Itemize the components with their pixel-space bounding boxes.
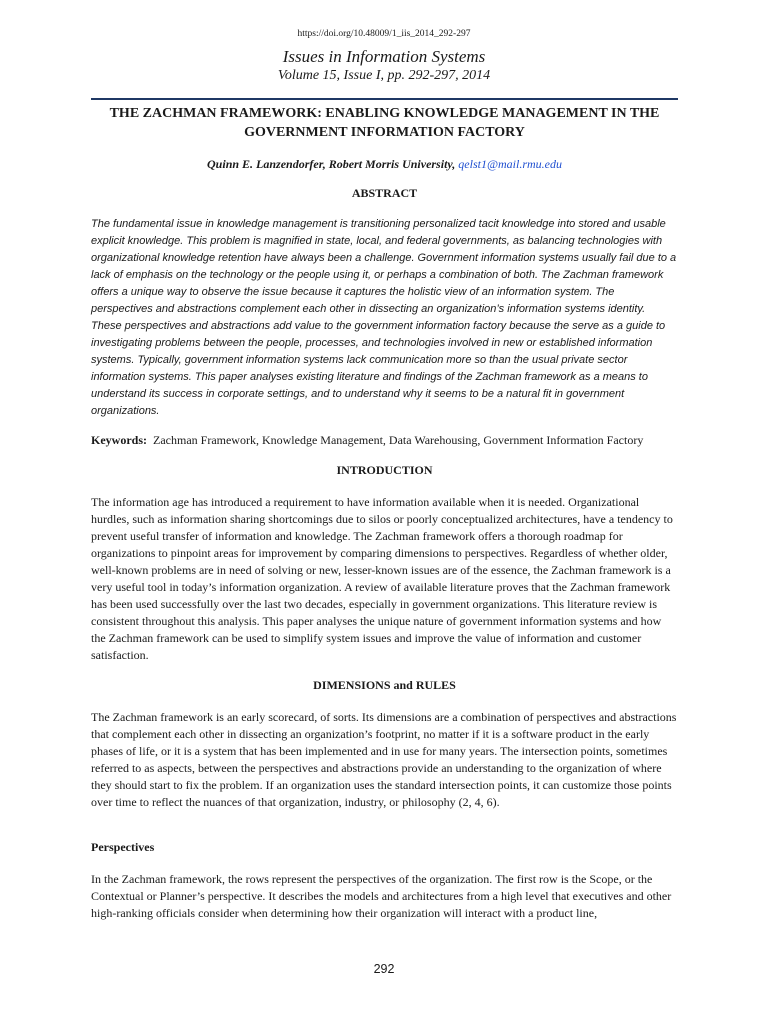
dimensions-heading: DIMENSIONS and RULES — [313, 678, 456, 692]
journal-title: Issues in Information Systems — [282, 47, 486, 66]
abstract-heading: ABSTRACT — [351, 186, 418, 200]
keywords-label: Keywords: — [91, 433, 147, 447]
dimensions-body: The Zachman framework is an early scorecard, of sorts. Its dimensions are a combination of perspectives and abstractions that complement each other in dissecting an organization’s footprint, no matter if it is a software product in the early phases of life, or it is a system that has been implemented and in use for many years. The intersection points, sometimes referred to as aspects, between the perspectives and abstractions provide an understanding to the organization of where they should start to fix the problem. If an organization uses the standard intersection points, it can customize those points over time to reflect the nuances of that organization, industry, or philosophy (2, 4, 6). — [91, 710, 677, 809]
journal-volume: Volume 15, Issue I, pp. 292-297, 2014 — [277, 68, 491, 83]
abstract-body: The fundamental issue in knowledge management is transitioning personalized tacit knowledge into stored and usable explicit knowledge. This problem is magnified in state, local, and federal governments, as balancing technologies with organizational knowledge retention have always been a challenge. Government information systems usually fail due to a lack of emphasis on the technology or the people using it, or perhaps a combination of both. The Zachman framework offers a unique way to observe the issue because it captures the holistic view of an information system. The perspectives and abstractions complement each other in dissecting an organization’s information systems identity. These perspectives and abstractions add value to the government information factory because the serve as a guide to investigating problems between the people, processes, and technologies involved in new or established information systems. Typically, government information systems lack communication more so than the usual private sector information systems. This paper analyses existing literature and findings of the Zachman framework as a means to understand its success in corporate settings, and to understand why it seems to be a natural fit in government organizations. — [91, 218, 677, 417]
introduction-heading: INTRODUCTION — [336, 463, 433, 477]
perspectives-heading: Perspectives — [91, 840, 155, 854]
header-rule — [91, 98, 678, 100]
introduction-body: The information age has introduced a requirement to have information available when it is needed. Organizational hurdles, such as information sharing shortcomings due to silos or poorly conceptualized architectures, have a tendency to prevent useful transfer of information and knowledge. The Zachman framework offers a thorough roadmap for organizations to pinpoint areas for improvement by comparing dimensions to perspectives. Regardless of whether older, well-known problems are in need of solving or new, lesser-known issues are of the essence, the Zachman framework is a very useful tool in today’s information organization. A review of available literature proves that the Zachman framework has been used successfully over the last two decades, especially in government organizations. This literature review is consistent throughout this analysis. This paper analyses the unique nature of government information systems and how the Zachman framework can be used to simplify system issues and improve the value of information and customer satisfaction. — [91, 495, 673, 662]
author-email[interactable]: qelst1@mail.rmu.edu — [458, 157, 562, 171]
doi-link[interactable]: https://doi.org/10.48009/1_iis_2014_292-297 — [297, 29, 471, 39]
author-line — [91, 157, 678, 172]
keywords — [91, 432, 678, 449]
perspectives-body: In the Zachman framework, the rows represent the perspectives of the organization. The first row is the Scope, or the Contextual or Planner’s perspective. It describes the models and architectures from a high level that executives and other high-ranking officials consider when determining how their organization will interact with a product line, — [91, 872, 672, 920]
page-number: 292 — [373, 962, 395, 976]
author-name: Quinn E. Lanzendorfer, Robert Morris University, — [207, 157, 459, 171]
paper-title: THE ZACHMAN FRAMEWORK: ENABLING KNOWLEDGE MANAGEMENT IN THE GOVERNMENT INFORMATION FACTORY — [109, 106, 660, 140]
keywords-text: Zachman Framework, Knowledge Management, Data Warehousing, Government Information Factory — [153, 433, 644, 447]
